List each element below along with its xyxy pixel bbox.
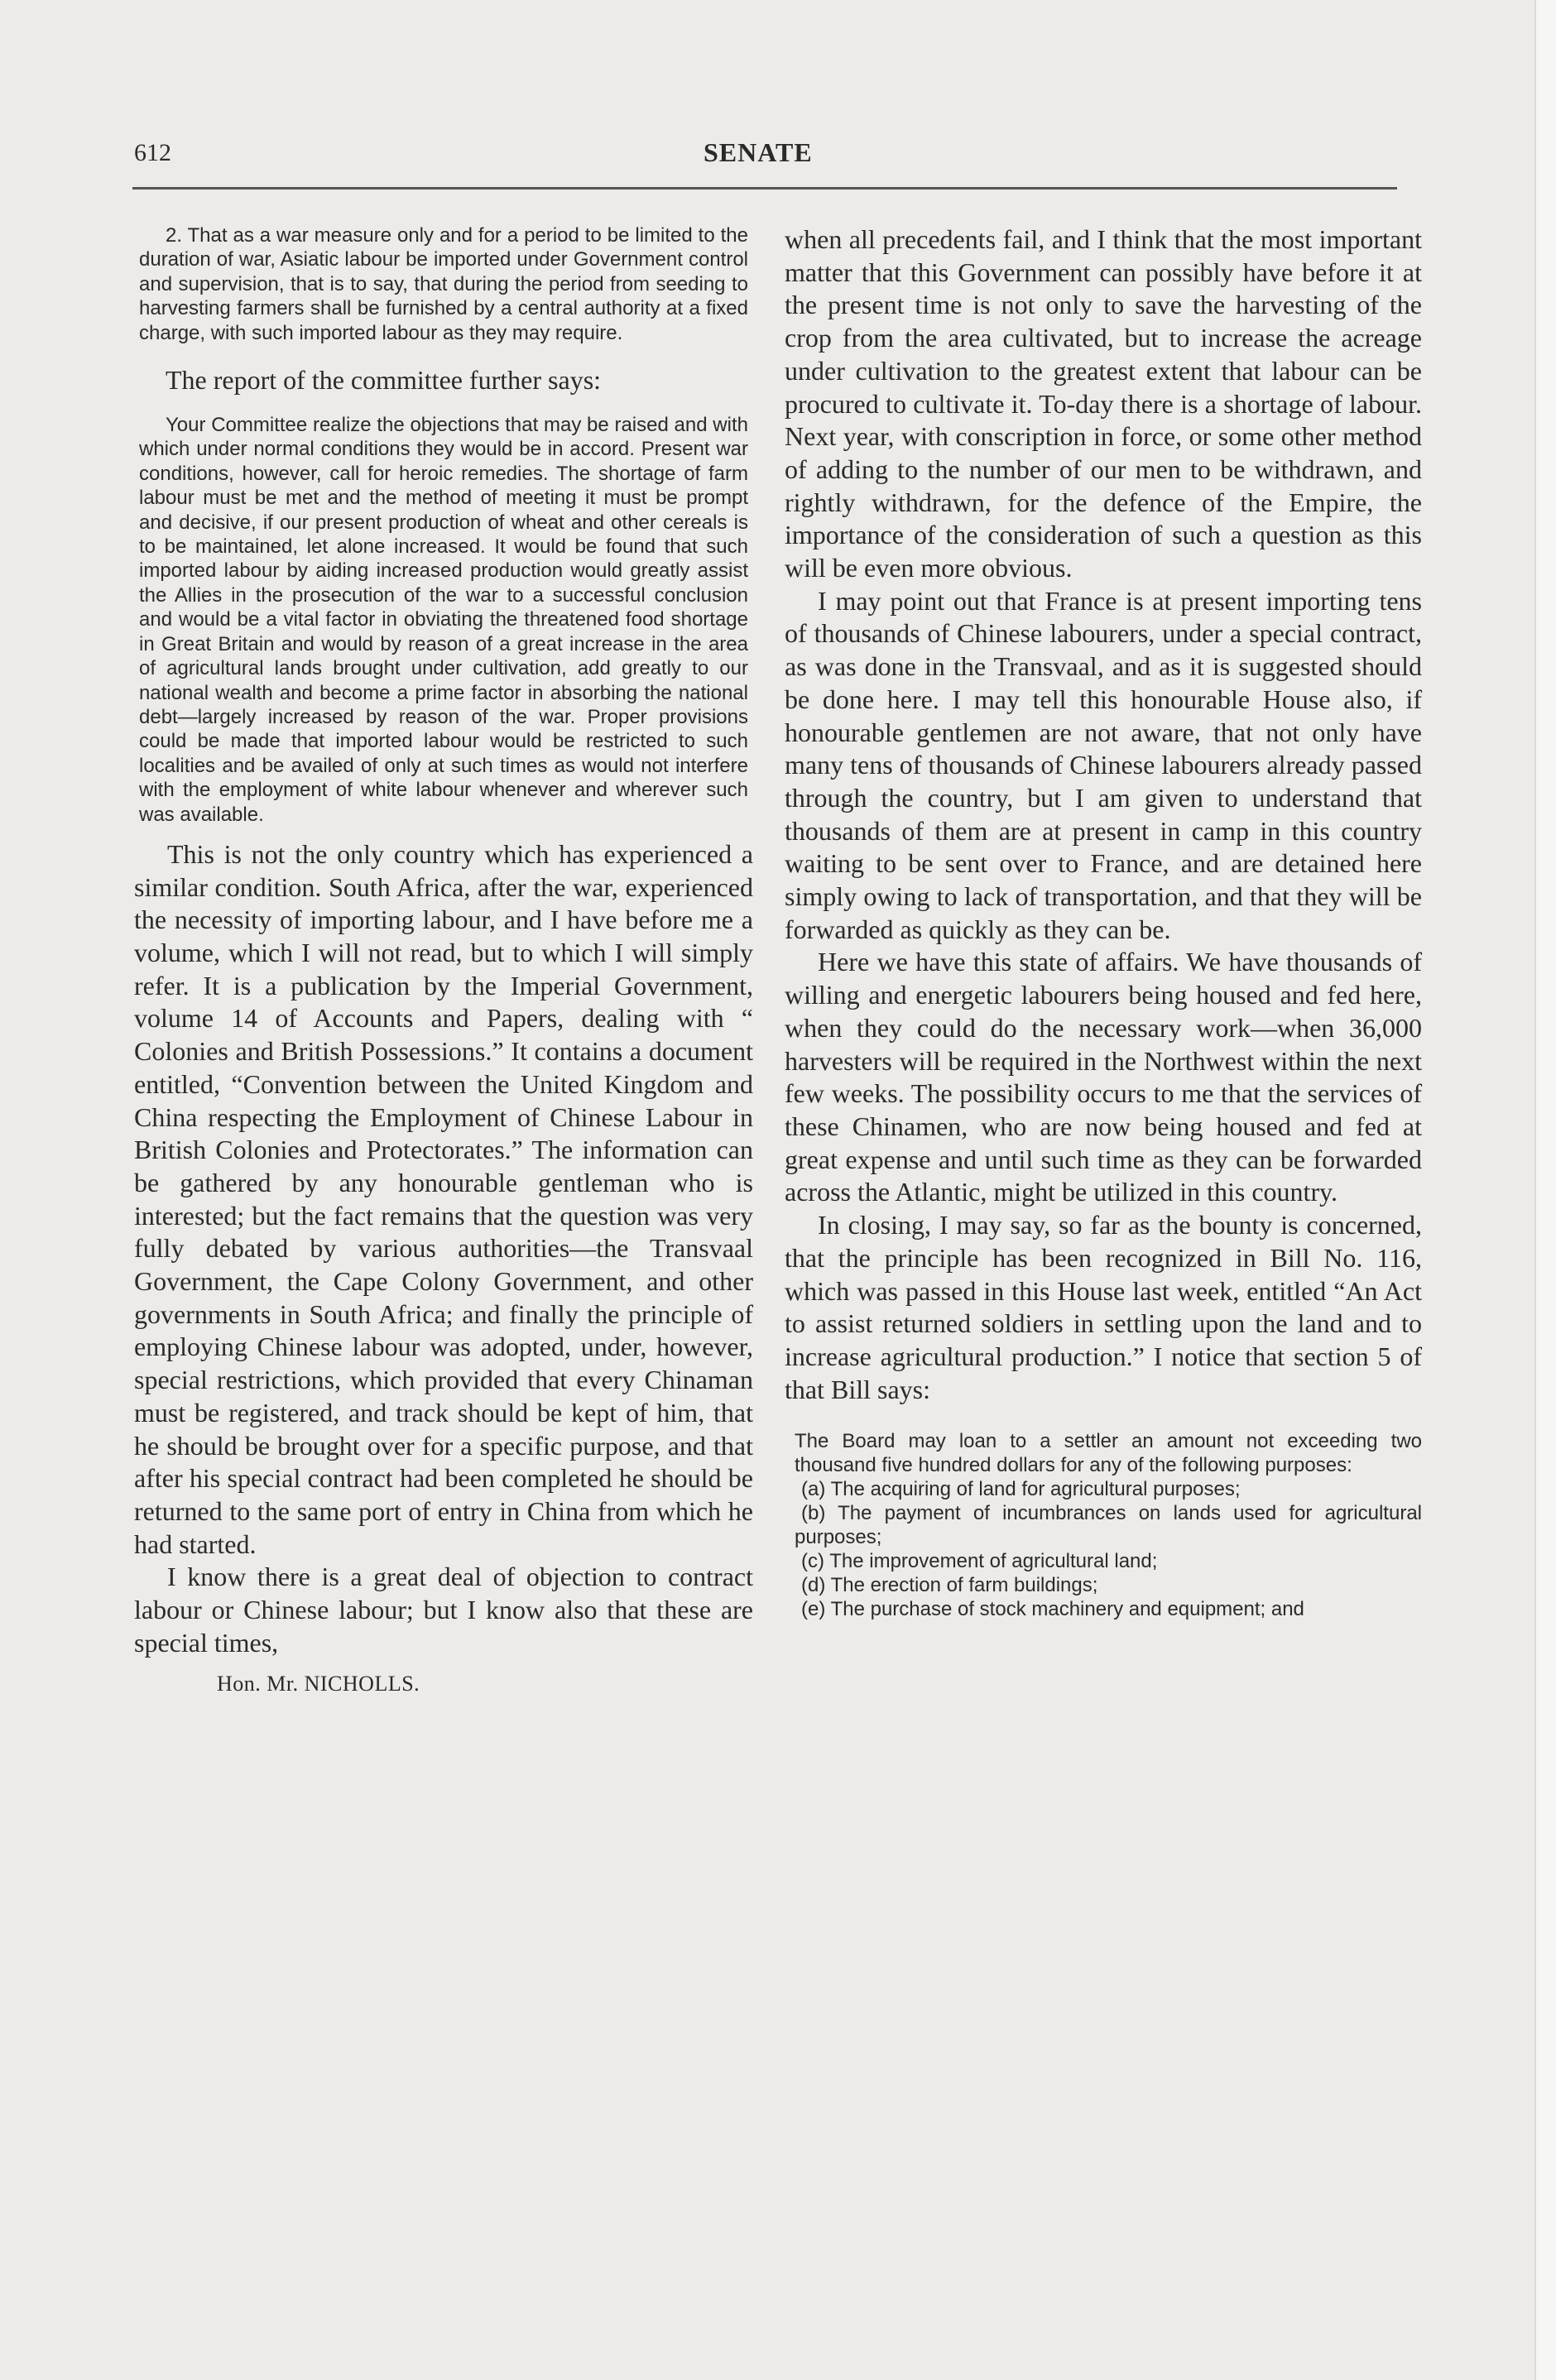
quote-list-item: (c) The improvement of agricultural land;	[801, 1550, 1158, 1573]
speaker-footer: Hon. Mr. NICHOLLS.	[217, 1671, 420, 1696]
quote-paragraph: 2. That as a war measure only and for a period to be limited to the duration of war, Asiatic labour be imported under Government control and supervision, that is to say, that during the period from seeding to harvesting farmers shall be furnished by a central authority at a fixed charge, with such imported labour as they may require.	[139, 224, 748, 344]
speech-body-right	[785, 223, 1422, 1406]
running-head: SENATE	[704, 137, 813, 167]
quoted-bill-section	[795, 1429, 1422, 1621]
quoted-resolution	[139, 223, 748, 345]
quoted-report	[139, 413, 748, 827]
speech-body-left	[134, 838, 753, 1660]
speech-paragraph: I may point out that France is at present importing tens of thousands of Chinese labourers, under a special contract, as was done in the Transvaal, and as it is suggested should be done here. I may tell this honourable House also, if honourable gentlemen are not aware, that not only have many tens of thousands of Chinese labourers already passed through the country, but I am given to understand that thousands of them are at present in camp in this country waiting to be sent over to France, and are detained here simply owing to lack of transportation, and that they will be forwarded as quickly as they can be.	[785, 585, 1422, 944]
quote-paragraph: Your Committee realize the objections that may be raised and with which under normal conditions they would be in accord. Present war conditions, however, call for heroic remedies. The shortage of farm labour must be met and the method of meeting it must be prompt and decisive, if our present production of wheat and other cereals is to be maintained, let alone increased. It would be found that such imported labour by aiding increased production would greatly assist the Allies in the prosecution of the war to a successful conclusion and would be a vital factor in obviating the threatened food shortage in Great Britain and would by reason of a great increase in the area of agricultural lands brought under cultivation, add greatly to our national wealth and become a prime factor in absorbing the national debt—largely increased by reason of the war. Proper provisions could be made that imported labour would be restricted to such localities and be availed of only at such times as would not interfere with the employment of white labour whenever and wherever such was available.	[139, 414, 748, 826]
page-edge	[1534, 0, 1556, 2380]
speech-paragraph: when all precedents fail, and I think that the most important matter that this Government can possibly have before it at the present time is not only to save the harvesting of the crop from the area cultivated, but to increase the acreage under cultivation to the greatest extent that labour can be procured to cultivate it. To-day there is a shortage of labour. Next year, with conscription in force, or some other method of adding to the number of our men to be withdrawn, and rightly withdrawn, for the defence of the Empire, the importance of the consideration of such a question as this will be even more obvious.	[785, 224, 1422, 583]
quote-lead: The Board may loan to a settler an amount not exceeding two thousand five hundred dollars for any of the following purposes:	[795, 1430, 1422, 1477]
header-rule	[132, 187, 1397, 190]
quote-list-item: (a) The acquiring of land for agricultural purposes;	[801, 1478, 1241, 1501]
report-intro: The report of the committee further says:	[166, 365, 602, 396]
right-column	[785, 223, 1422, 1621]
left-column	[134, 223, 753, 1696]
quote-list-item: (b) The payment of incumbrances on lands used for agricultural purposes;	[795, 1502, 1422, 1549]
quote-list-item: (d) The erection of farm buildings;	[801, 1574, 1098, 1597]
speech-paragraph: I know there is a great deal of objection to contract labour or Chinese labour; but I know also that these are special times,	[134, 1562, 753, 1658]
speech-paragraph: In closing, I may say, so far as the bounty is concerned, that the principle has been recognized in Bill No. 116, which was passed in this House last week, entitled “An Act to assist returned soldiers in settling upon the land and to increase agricultural production.” I notice that section 5 of that Bill says:	[785, 1210, 1422, 1404]
speech-paragraph: Here we have this state of affairs. We have thousands of willing and energetic labourers being housed and fed here, when they could do the necessary work—when 36,000 harvesters will be required in the Northwest within the next few weeks. The possibility occurs to me that the services of these Chinamen, who are now being housed and fed at great expense and until such time as they can be forwarded across the Atlantic, might be utilized in this country.	[785, 947, 1422, 1207]
page-number: 612	[134, 139, 171, 166]
quote-list-item: (e) The purchase of stock machinery and equipment; and	[801, 1598, 1304, 1621]
speech-paragraph: This is not the only country which has experienced a similar condition. South Africa, after the war, experienced the necessity of importing labour, and I have before me a volume, which I will not read, but to which I will simply refer. It is a publication by the Imperial Government, volume 14 of Accounts and Papers, dealing with “ Colonies and British Possessions.” It contains a document entitled, “Convention between the United Kingdom and China respecting the Employment of Chinese Labour in British Colonies and Protectorates.” The information can be gathered by any honourable gentleman who is interested; but the fact remains that the question was very fully debated by various authorities—the Transvaal Government, the Cape Colony Government, and other governments in South Africa; and finally the principle of employing Chinese labour was adopted, under, however, special restrictions, which provided that every Chinaman must be registered, and track should be kept of him, that he should be brought over for a specific purpose, and that after his special contract had been completed he should be returned to the same port of entry in China from which he had started.	[134, 838, 753, 1559]
